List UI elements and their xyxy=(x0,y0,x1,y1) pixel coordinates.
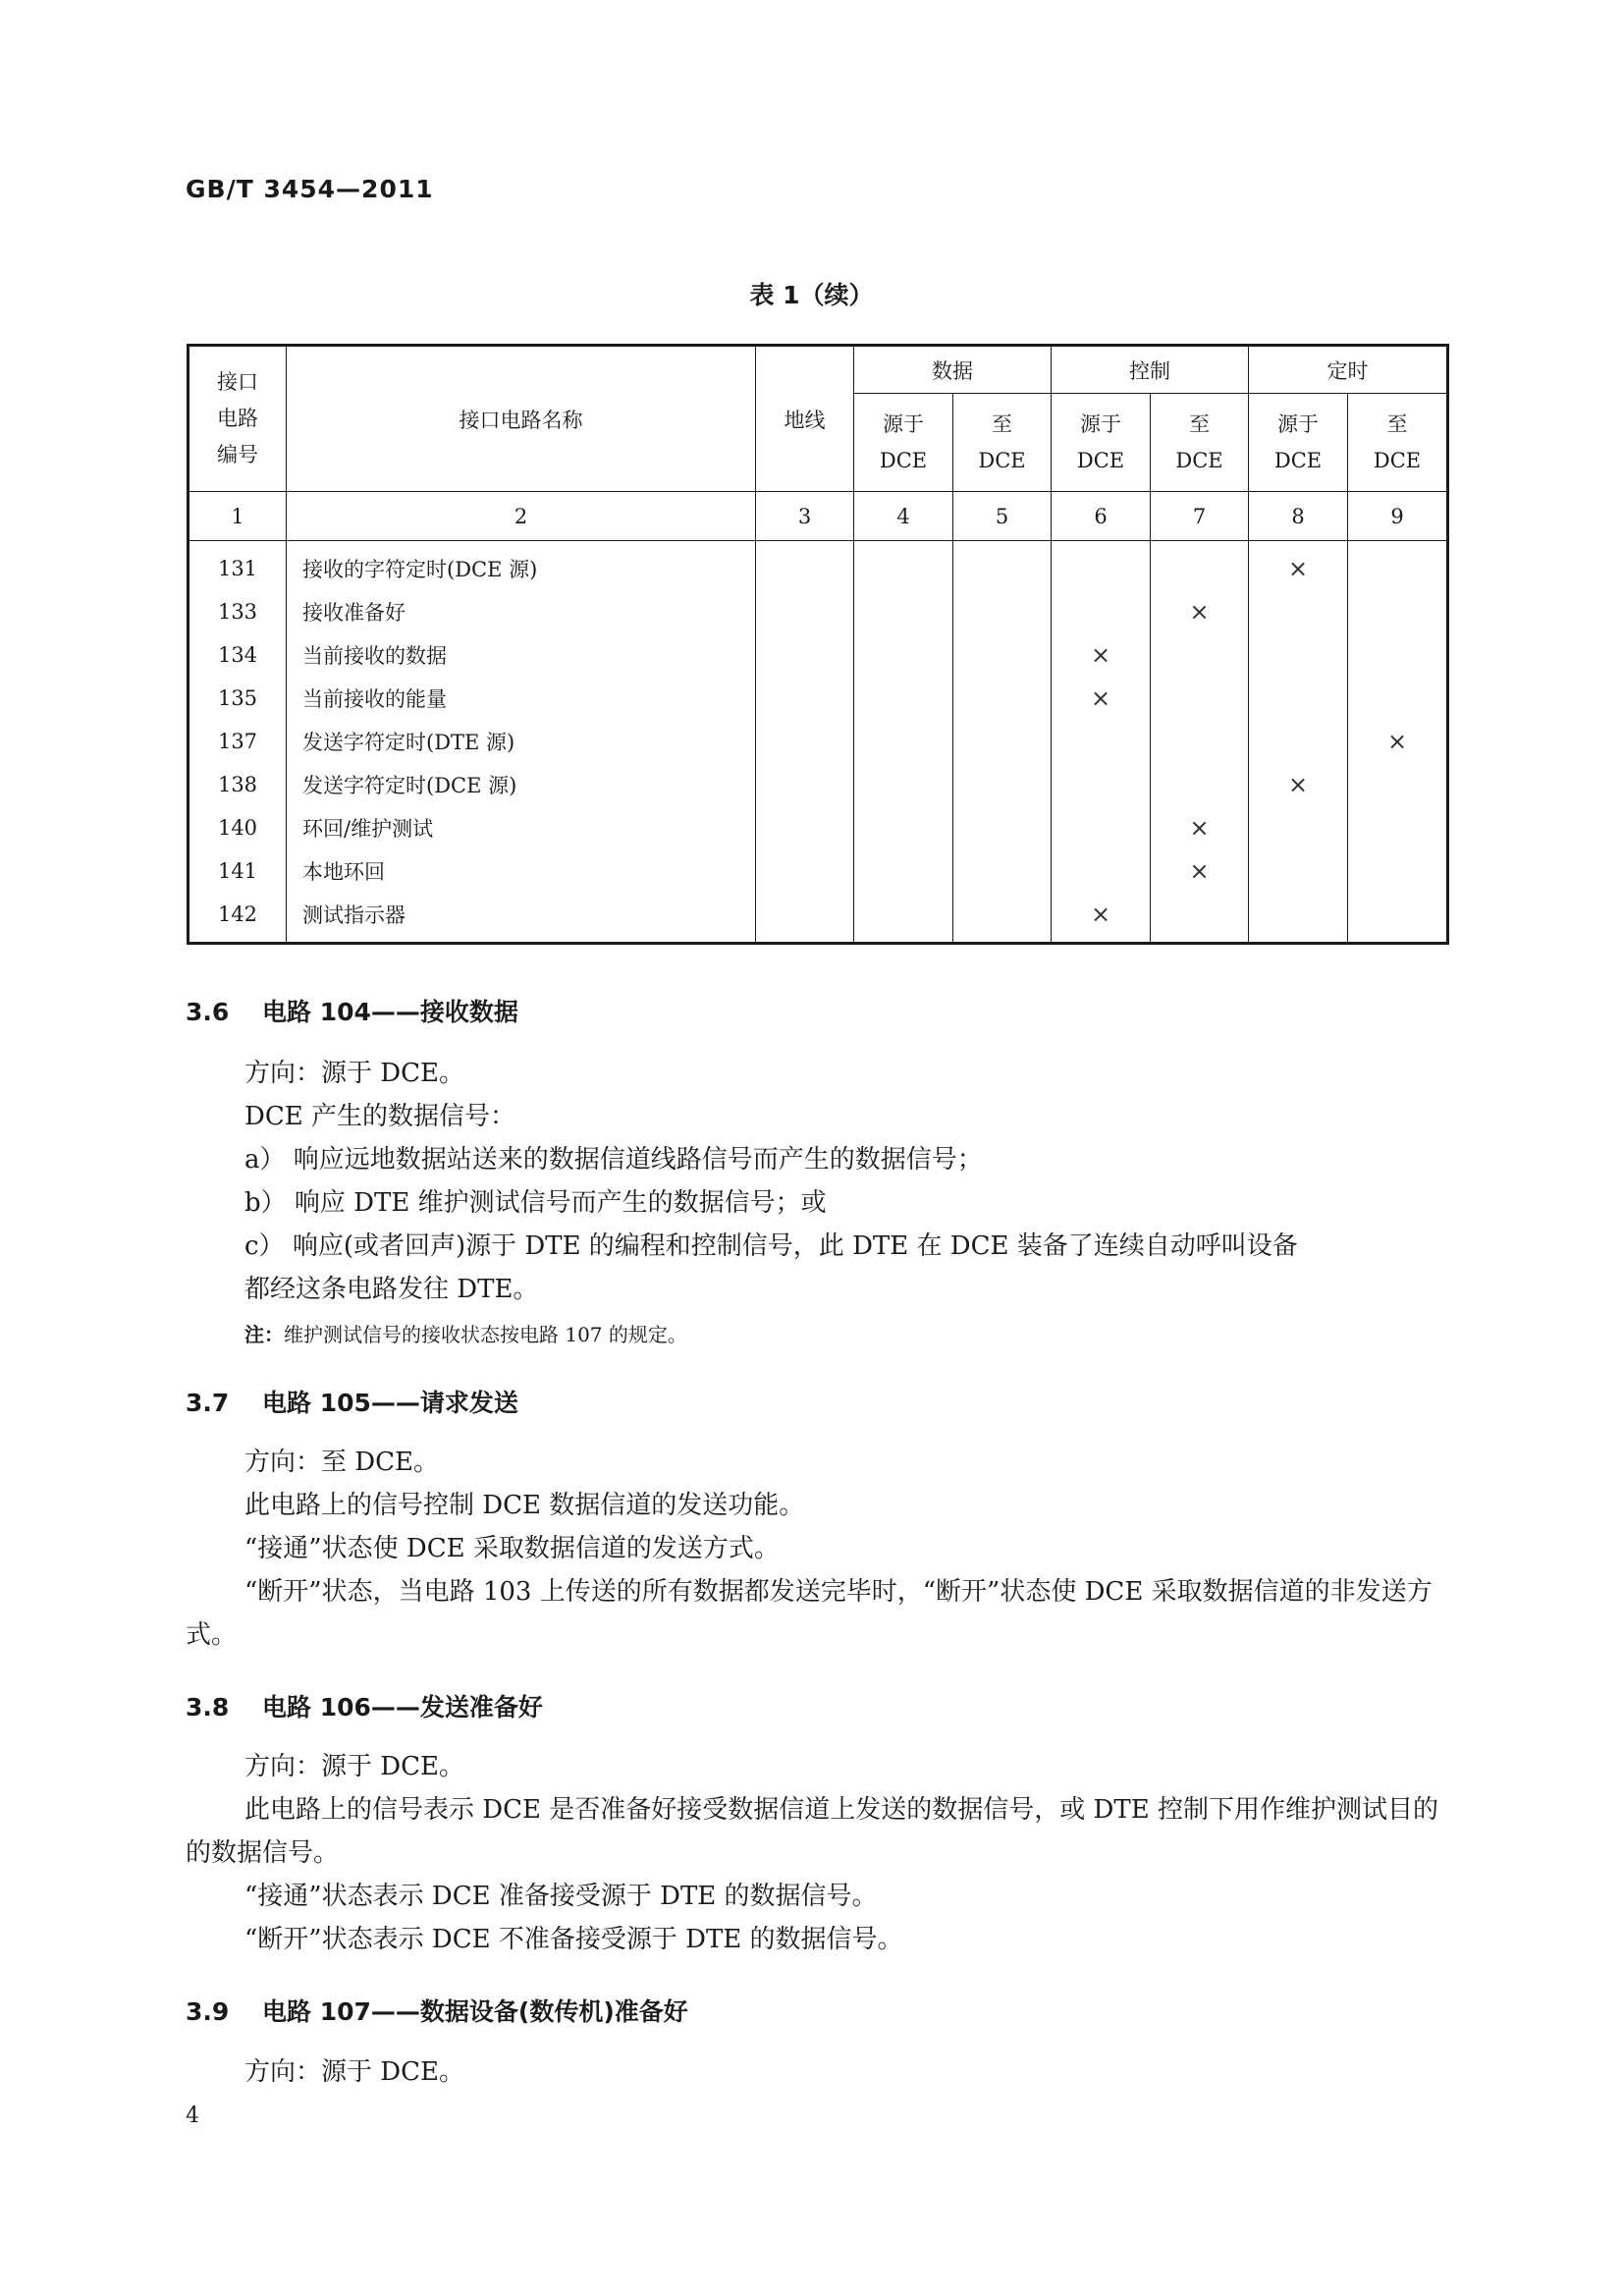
paragraph: 方向：源于 DCE。 xyxy=(244,1059,464,1088)
circuit-name: 当前接收的能量 xyxy=(287,677,756,720)
paragraph: DCE 产生的数据信号： xyxy=(244,1102,515,1131)
empty-cell xyxy=(953,633,1052,677)
empty-cell xyxy=(854,590,953,633)
table-row xyxy=(189,541,1448,591)
empty-cell xyxy=(854,541,953,591)
empty-cell xyxy=(756,763,854,806)
column-number: 6 xyxy=(1052,492,1151,541)
empty-cell xyxy=(1052,720,1151,763)
empty-cell xyxy=(1151,763,1249,806)
empty-cell xyxy=(1249,893,1348,944)
empty-cell xyxy=(1151,893,1249,944)
empty-cell xyxy=(953,806,1052,849)
section-heading-3-6: 3.6 电路 104——接收数据 xyxy=(186,998,518,1026)
col-header-to-dce: 至 DCE xyxy=(1151,394,1249,492)
circuit-name: 发送字符定时(DCE 源) xyxy=(287,763,756,806)
paragraph: 此电路上的信号控制 DCE 数据信道的发送功能。 xyxy=(244,1491,805,1520)
circuit-number: 134 xyxy=(189,633,287,677)
empty-cell xyxy=(1052,590,1151,633)
empty-cell xyxy=(1348,806,1448,849)
mark-cell: × xyxy=(1348,720,1448,763)
column-number: 5 xyxy=(953,492,1052,541)
col-header-from-dce: 源于 DCE xyxy=(1052,394,1151,492)
column-number: 2 xyxy=(287,492,756,541)
circuit-number: 135 xyxy=(189,677,287,720)
mark-cell: × xyxy=(1151,806,1249,849)
column-number: 9 xyxy=(1348,492,1448,541)
empty-cell xyxy=(756,849,854,893)
circuit-name: 环回/维护测试 xyxy=(287,806,756,849)
mark-cell: × xyxy=(1052,633,1151,677)
empty-cell xyxy=(953,541,1052,591)
mark-cell: × xyxy=(1249,541,1348,591)
circuit-name: 本地环回 xyxy=(287,849,756,893)
empty-cell xyxy=(756,633,854,677)
paragraph: 此电路上的信号表示 DCE 是否准备好接受数据信道上发送的数据信号，或 DTE 控制下用作维护测试目的的数据信号。 xyxy=(186,1795,1438,1868)
circuit-name: 当前接收的数据 xyxy=(287,633,756,677)
empty-cell xyxy=(756,806,854,849)
table-row xyxy=(189,590,1448,633)
circuit-number: 133 xyxy=(189,590,287,633)
empty-cell xyxy=(1151,677,1249,720)
table-title: 表 1（续） xyxy=(749,281,874,309)
column-number-row xyxy=(189,492,1448,541)
empty-cell xyxy=(854,633,953,677)
mark-cell: × xyxy=(1052,893,1151,944)
column-number: 1 xyxy=(189,492,287,541)
empty-cell xyxy=(1348,893,1448,944)
empty-cell xyxy=(854,893,953,944)
col-header-from-dce: 源于 DCE xyxy=(1249,394,1348,492)
paragraph: 方向：源于 DCE。 xyxy=(244,1752,464,1781)
page-number: 4 xyxy=(186,2104,199,2128)
empty-cell xyxy=(1052,806,1151,849)
circuit-number: 142 xyxy=(189,893,287,944)
empty-cell xyxy=(854,677,953,720)
circuit-name: 接收的字符定时(DCE 源) xyxy=(287,541,756,591)
empty-cell xyxy=(756,720,854,763)
table-row xyxy=(189,677,1448,720)
circuit-number: 131 xyxy=(189,541,287,591)
circuit-number: 137 xyxy=(189,720,287,763)
empty-cell xyxy=(756,590,854,633)
table-row xyxy=(189,806,1448,849)
col-group-timing: 定时 xyxy=(1249,346,1448,394)
empty-cell xyxy=(756,541,854,591)
empty-cell xyxy=(1348,590,1448,633)
col-group-data: 数据 xyxy=(854,346,1052,394)
mark-cell: × xyxy=(1249,763,1348,806)
mark-cell: × xyxy=(1151,590,1249,633)
paragraph: “断开”状态表示 DCE 不准备接受源于 DTE 的数据信号。 xyxy=(244,1925,903,1954)
circuit-number: 141 xyxy=(189,849,287,893)
mark-cell: × xyxy=(1151,849,1249,893)
section-heading-3-7: 3.7 电路 105——请求发送 xyxy=(186,1389,518,1417)
col-header-ground: 地线 xyxy=(756,346,854,492)
col-header-to-dce: 至 DCE xyxy=(953,394,1052,492)
paragraph: 方向：至 DCE。 xyxy=(244,1448,439,1477)
col-group-control: 控制 xyxy=(1052,346,1249,394)
col-header-to-dce: 至 DCE xyxy=(1348,394,1448,492)
column-number: 4 xyxy=(854,492,953,541)
paragraph: 方向：源于 DCE。 xyxy=(244,2057,464,2087)
empty-cell xyxy=(1348,633,1448,677)
empty-cell xyxy=(953,677,1052,720)
table-row xyxy=(189,849,1448,893)
empty-cell xyxy=(953,590,1052,633)
empty-cell xyxy=(756,677,854,720)
col-header-from-dce: 源于 DCE xyxy=(854,394,953,492)
empty-cell xyxy=(1348,677,1448,720)
empty-cell xyxy=(1348,763,1448,806)
circuit-name: 接收准备好 xyxy=(287,590,756,633)
empty-cell xyxy=(1151,720,1249,763)
empty-cell xyxy=(1052,763,1151,806)
empty-cell xyxy=(1249,633,1348,677)
table-row xyxy=(189,893,1448,944)
col-header-circuit-name: 接口电路名称 xyxy=(287,346,756,492)
circuit-name: 测试指示器 xyxy=(287,893,756,944)
list-item-a: a） 响应远地数据站送来的数据信道线路信号而产生的数据信号； xyxy=(244,1145,983,1175)
empty-cell xyxy=(953,893,1052,944)
empty-cell xyxy=(1249,720,1348,763)
empty-cell xyxy=(1249,806,1348,849)
paragraph: “接通”状态表示 DCE 准备接受源于 DTE 的数据信号。 xyxy=(244,1882,878,1911)
mark-cell: × xyxy=(1052,677,1151,720)
column-number: 8 xyxy=(1249,492,1348,541)
empty-cell xyxy=(1348,849,1448,893)
list-item-b: b） 响应 DTE 维护测试信号而产生的数据信号；或 xyxy=(244,1188,827,1218)
note: 注：维护测试信号的接收状态按电路 107 的规定。 xyxy=(244,1323,687,1346)
paragraph: “接通”状态使 DCE 采取数据信道的发送方式。 xyxy=(244,1534,780,1563)
empty-cell xyxy=(1151,633,1249,677)
table-row xyxy=(189,720,1448,763)
empty-cell xyxy=(854,763,953,806)
empty-cell xyxy=(953,763,1052,806)
paragraph: “断开”状态，当电路 103 上传送的所有数据都发送完毕时，“断开”状态使 DCE 采取数据信道的非发送方式。 xyxy=(186,1577,1433,1650)
empty-cell xyxy=(1052,849,1151,893)
empty-cell xyxy=(1052,541,1151,591)
table-row xyxy=(189,633,1448,677)
empty-cell xyxy=(854,720,953,763)
empty-cell xyxy=(953,720,1052,763)
circuit-name: 发送字符定时(DTE 源) xyxy=(287,720,756,763)
empty-cell xyxy=(1249,590,1348,633)
standard-id: GB/T 3454—2011 xyxy=(186,175,434,203)
circuit-number: 138 xyxy=(189,763,287,806)
empty-cell xyxy=(1249,849,1348,893)
circuit-table xyxy=(187,344,1449,945)
empty-cell xyxy=(1348,541,1448,591)
table-row xyxy=(189,763,1448,806)
section-heading-3-9: 3.9 电路 107——数据设备(数传机)准备好 xyxy=(186,1997,688,2026)
list-item-c: c） 响应(或者回声)源于 DTE 的编程和控制信号，此 DTE 在 DCE 装备了连续自动呼叫设备 xyxy=(244,1231,1298,1261)
empty-cell xyxy=(756,893,854,944)
column-number: 7 xyxy=(1151,492,1249,541)
section-heading-3-8: 3.8 电路 106——发送准备好 xyxy=(186,1693,543,1722)
empty-cell xyxy=(953,849,1052,893)
empty-cell xyxy=(854,806,953,849)
empty-cell xyxy=(1249,677,1348,720)
paragraph: 都经这条电路发往 DTE。 xyxy=(244,1275,539,1304)
column-number: 3 xyxy=(756,492,854,541)
circuit-number: 140 xyxy=(189,806,287,849)
col-header-circuit-no: 接口 电路 编号 xyxy=(189,346,287,492)
empty-cell xyxy=(1151,541,1249,591)
empty-cell xyxy=(854,849,953,893)
